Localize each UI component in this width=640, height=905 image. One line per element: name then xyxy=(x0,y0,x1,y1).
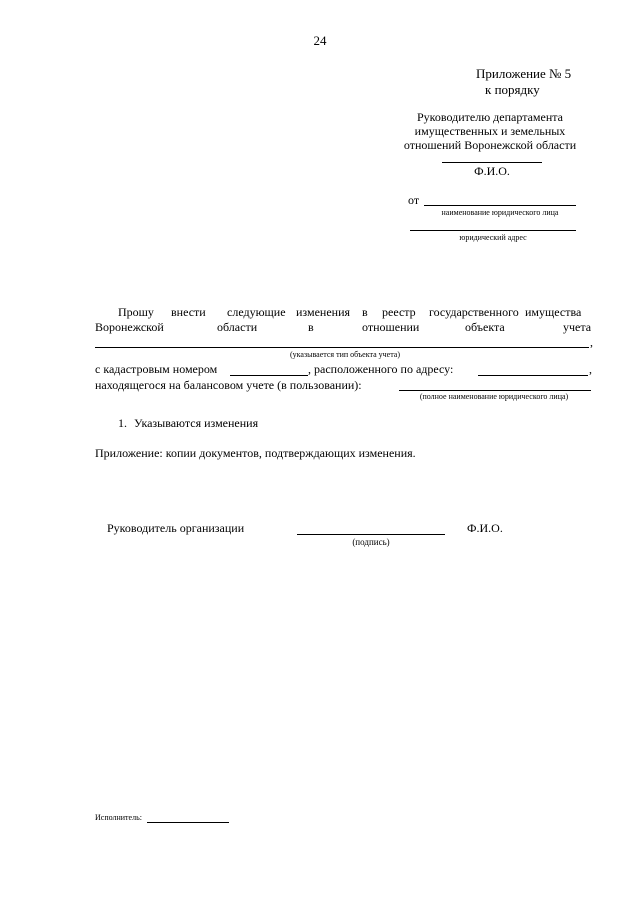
addressee-line-2: имущественных и земельных xyxy=(414,124,566,138)
body-word: изменения xyxy=(296,305,351,319)
body-word: имущества xyxy=(525,305,582,319)
legal-address-caption: юридический адрес xyxy=(459,233,527,242)
body-word: государственного xyxy=(429,305,519,319)
body-word: объекта xyxy=(465,320,505,334)
entity-name-underline xyxy=(424,205,576,206)
signature-fio: Ф.И.О. xyxy=(467,521,503,535)
changes-item-number: 1. xyxy=(118,416,127,430)
legal-address-underline xyxy=(410,230,576,231)
cadastral-address-label: , расположенного по адресу: xyxy=(308,362,454,376)
body-word: области xyxy=(217,320,258,334)
addressee-line-1: Руководителю департамента xyxy=(417,110,563,124)
attachment-text: Приложение: копии документов, подтверждающих изменения. xyxy=(95,446,416,460)
signature-underline xyxy=(297,534,445,535)
signature-role: Руководитель организации xyxy=(107,521,245,535)
executor-label: Исполнитель: xyxy=(95,813,142,822)
cadastral-prefix: с кадастровым номером xyxy=(95,362,218,376)
body-word: следующие xyxy=(227,305,286,319)
cadastral-number-underline xyxy=(230,375,308,376)
body-word: реестр xyxy=(382,305,416,319)
appendix-title: Приложение № 5 xyxy=(476,66,572,81)
cadastral-comma: , xyxy=(589,362,592,376)
balance-text: находящегося на балансовом учете (в пользовании): xyxy=(95,378,362,392)
object-type-comma: , xyxy=(590,335,593,349)
entity-full-name-caption: (полное наименование юридического лица) xyxy=(419,392,569,401)
entity-name-caption: наименование юридического лица xyxy=(441,208,559,217)
body-word: Прошу xyxy=(118,305,154,319)
addressee-line-3: отношений Воронежской области xyxy=(403,138,577,152)
addressee-fio-label: Ф.И.О. xyxy=(474,164,510,178)
object-type-caption: (указывается тип объекта учета) xyxy=(289,350,401,359)
body-word: в xyxy=(308,320,314,334)
executor-underline xyxy=(147,822,229,823)
body-word: Воронежской xyxy=(95,320,164,334)
changes-item-text: Указываются изменения xyxy=(134,416,259,430)
object-type-underline xyxy=(95,347,589,348)
from-label: от xyxy=(408,193,420,207)
body-word: учета xyxy=(563,320,592,334)
address-underline xyxy=(478,375,588,376)
body-word: внести xyxy=(171,305,206,319)
fio-underline xyxy=(442,162,542,163)
appendix-subtitle: к порядку xyxy=(485,82,540,97)
body-word: отношении xyxy=(362,320,420,334)
body-word: в xyxy=(362,305,368,319)
signature-caption: (подпись) xyxy=(352,537,390,547)
page-number: 24 xyxy=(313,33,327,48)
balance-holder-underline xyxy=(399,390,591,391)
